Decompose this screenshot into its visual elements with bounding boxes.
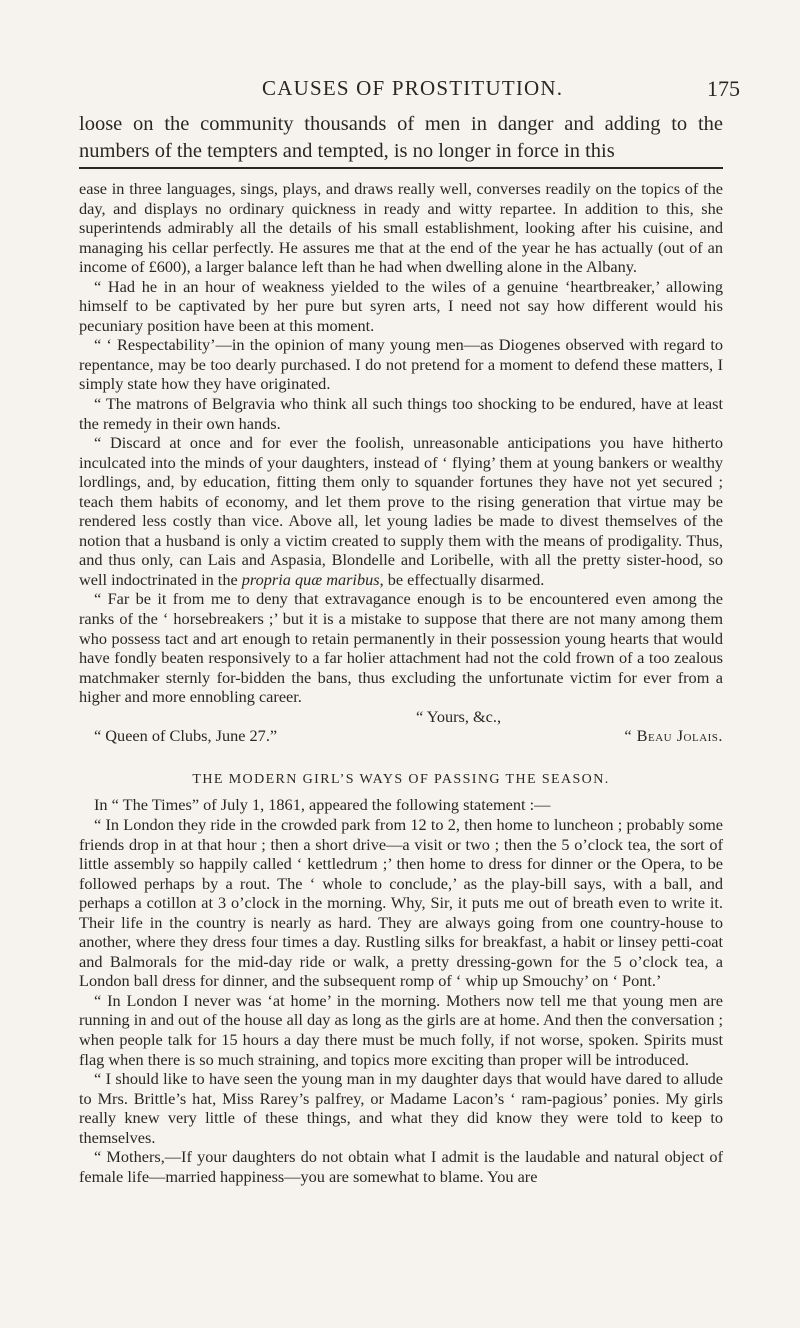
letter-signoff	[79, 726, 723, 746]
page-number: 175	[707, 76, 740, 101]
section-paragraph-1: In “ The Times” of July 1, 1861, appeared the following statement :—	[94, 795, 551, 815]
running-head	[262, 76, 740, 102]
letter-paragraph-4: “ The matrons of Belgravia who think all such things too shocking to be endured, have at least the remedy in their own hands.	[79, 394, 723, 433]
section-paragraph-4: “ I should like to have seen the young man in my daughter days that would have dared to allude to Mrs. Brittle’s hat, Miss Rarey’s palfrey, or Madame Lacon’s ‘ ram-pagious’ ponies. My girls really knew very little of these things, and what they did know they were told to keep to themselves.	[79, 1069, 723, 1147]
running-title: CAUSES OF PROSTITUTION.	[262, 76, 564, 100]
lead-line-1: loose on the community thousands of men in danger and adding to the	[79, 113, 723, 135]
footnote-rule	[79, 167, 723, 169]
quoted-letter	[79, 179, 723, 1186]
letter-paragraph-5-end: , be effectually disarmed.	[379, 569, 545, 589]
section-paragraph-5: “ Mothers,—If your daughters do not obtain what I admit is the laudable and natural object of female life—married happiness—you are somewhat to blame. You are	[79, 1147, 723, 1186]
letter-paragraph-3: “ ‘ Respectability’—in the opinion of many young men—as Diogenes observed with regard to repentance, may be too dearly purchased. I do not pretend for a moment to defend these matters, I simply state how they have originated.	[79, 335, 723, 394]
letter-closing: “ Yours, &c.,	[416, 706, 502, 726]
section-paragraph-3: “ In London I never was ‘at home’ in the morning. Mothers now tell me that young men are running in and out of the house all day as long as the girls are at home. And then the conversation ; when people talk for 15 hours a day there must be much folly, if not worse, spoken. Spirits must flag when there is so much straining, and topics more exciting than proper will be introduced.	[79, 990, 723, 1069]
section-heading: THE MODERN GIRL’S WAYS OF PASSING THE SEASON.	[192, 771, 610, 787]
section-paragraph-2: “ In London they ride in the crowded park from 12 to 2, then home to luncheon ; probably some friends drop in at that hour ; then a short drive—a visit or two ; then the 5 o’clock tea, the sort of little assembly so happily called ‘ kettledrum ;’ then home to dress for dinner or the Opera, to be followed perhaps by a rout. The ‘ whole to conclude,’ as the play-bill says, with a ball, and perhaps a cotillon at 3 o’clock in the morning. Why, Sir, it puts me out of breath even to write it. Their life in the country is nearly as hard. They are always going from one country-house to another, where they dress four times a day. Rustling silks for breakfast, a habit or linsey petti-coat and Balmorals for the mid-day ride or walk, a pretty dressing-gown for the 5 o’clock tea, a London ball dress for dinner, and the subsequent romp of ‘ whip up Smouchy’ on ‘ Pont.’	[79, 814, 723, 991]
letter-paragraph-1: ease in three languages, sings, plays, and draws really well, converses readily on the topics of the day, and displays no ordinary quickness in ready and witty repartee. In addition to this, she superintends admirably all the details of his small establishment, looking after his cuisine, and managing his cellar perfectly. He assures me that at the end of the year he has actually (out of an income of £600), a larger balance left than he had when dwelling alone in the Albany.	[79, 179, 723, 277]
latin-phrase: propria quæ maribus	[241, 569, 380, 589]
letter-paragraph-5	[79, 433, 723, 589]
letter-signature: “ Beau Jolais.	[624, 726, 723, 746]
lead-paragraph	[79, 111, 723, 165]
letter-place-date: “ Queen of Clubs, June 27.”	[94, 726, 278, 746]
letter-paragraph-6: “ Far be it from me to deny that extravagance enough is to be encountered even among the ranks of the ‘ horsebreakers ;’ but it is a mistake to suppose that there are not many among them who possess tact and art enough to retain permanently in their possession young hearts that would have fondly beaten responsively to a far holier attachment had not the cold frown of a too zealous matchmaker sternly for-bidden the bans, thus excluding the unfortunate victim for ever from a higher and more ennobling career.	[79, 589, 723, 707]
lead-line-2: numbers of the tempters and tempted, is no longer in force in this	[79, 140, 615, 162]
letter-paragraph-2: “ Had he in an hour of weakness yielded to the wiles of a genuine ‘heartbreaker,’ allowing himself to be captivated by her pure but syren arts, I need not say how different would his pecuniary position have been at this moment.	[79, 276, 723, 335]
letter-paragraph-5-text: “ Discard at once and for ever the foolish, unreasonable anticipations you have hitherto inculcated into the minds of your daughters, instead of ‘ flying’ them at young bankers or wealthy lordlings, and, by education, fitting them only to squander fortunes they have not yet secured ; teach them habits of economy, and let them prove to the rising generation that virtue may be rendered less costly than vice. Above all, let young ladies be made to divest themselves of the notion that a husband is only a victim created to supply them with the means of prodigality. Thus, and thus only, can Lais and Aspasia, Blondelle and Loribelle, with all the pretty sister-hood, so well indoctrinated in the	[79, 433, 723, 589]
